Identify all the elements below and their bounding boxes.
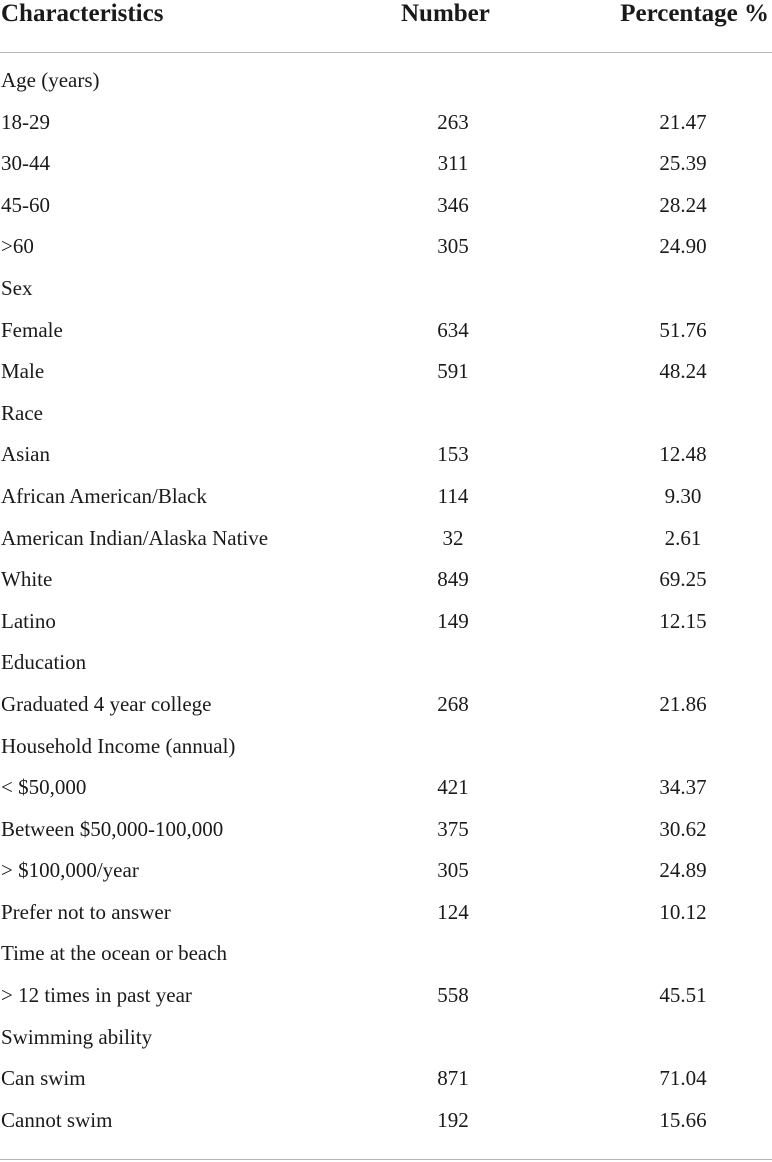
table-row [0,816,772,858]
row-percentage: 10.12 [659,899,707,924]
row-percentage: 21.47 [659,109,707,134]
row-percentage: 71.04 [659,1066,707,1091]
row-label: Swimming ability [1,1024,153,1049]
row-label: > 12 times in past year [1,983,192,1008]
table-row [0,1024,772,1066]
row-percentage: 28.24 [659,192,707,217]
table-row [0,67,772,109]
table-row [0,150,772,192]
row-label: Education [1,650,87,675]
row-percentage: 15.66 [659,1107,707,1132]
table-row [0,1065,772,1107]
row-percentage: 69.25 [659,567,707,592]
row-percentage: 12.48 [659,442,707,467]
table-row [0,857,772,899]
row-label: Race [1,400,43,425]
row-label: >60 [1,234,34,259]
row-label: Male [1,359,45,384]
row-label: Age (years) [1,68,100,92]
table-row [0,940,772,982]
row-number: 124 [437,899,469,924]
row-percentage: 2.61 [664,525,702,550]
row-label: 18-29 [1,109,50,134]
row-percentage: 48.24 [659,359,707,384]
row-number: 32 [442,525,464,550]
row-percentage: 34.37 [659,775,707,800]
row-label: African American/Black [1,483,207,508]
row-number: 871 [437,1066,469,1091]
table-row [0,733,772,775]
row-number: 305 [437,234,469,259]
row-percentage: 12.15 [659,608,707,633]
table-bottom-rule [0,1159,772,1160]
row-number: 311 [437,151,469,176]
header-characteristics: Characteristics [1,0,164,27]
row-label: < $50,000 [1,775,87,800]
row-number: 375 [437,816,469,841]
row-label: 30-44 [1,151,50,176]
table-row [0,1107,772,1149]
row-number: 263 [437,109,469,134]
table-row [0,441,772,483]
table-row [0,649,772,691]
table-body [0,67,772,1148]
row-label: Prefer not to answer [1,899,171,924]
row-label: Time at the ocean or beach [1,941,228,966]
row-label: Asian [1,442,50,467]
header-number: Number [401,0,490,27]
row-number: 192 [437,1107,469,1132]
table-row [0,899,772,941]
row-number: 114 [437,483,469,508]
table-row [0,608,772,650]
table-row [0,400,772,442]
row-percentage: 21.86 [659,691,707,716]
header-percentage: Percentage % [620,0,769,27]
row-percentage: 24.89 [659,858,707,883]
row-label: Cannot swim [1,1107,113,1132]
table-row [0,774,772,816]
row-number: 346 [437,192,469,217]
table-row [0,109,772,151]
row-label: 45-60 [1,192,50,217]
row-label: Female [1,317,63,342]
row-label: Latino [1,608,56,633]
row-percentage: 30.62 [659,816,707,841]
table-row [0,192,772,234]
row-label: > $100,000/year [1,858,139,883]
row-number: 305 [437,858,469,883]
table-row [0,233,772,275]
row-number: 591 [437,359,469,384]
table-header-row [0,0,772,53]
row-number: 149 [437,608,469,633]
row-label: Between $50,000-100,000 [1,816,224,841]
table-row [0,691,772,733]
row-number: 153 [437,442,469,467]
table-row [0,525,772,567]
row-number: 558 [437,983,469,1008]
row-number: 634 [437,317,469,342]
row-label: American Indian/Alaska Native [1,525,269,550]
row-number: 268 [437,691,469,716]
row-label: Sex [1,275,33,300]
row-number: 421 [437,775,469,800]
row-label: Can swim [1,1066,86,1091]
row-label: Household Income (annual) [1,733,236,758]
row-number: 849 [437,567,469,592]
table-row [0,317,772,359]
table-row [0,483,772,525]
table-row [0,358,772,400]
row-label: Graduated 4 year college [1,691,212,716]
table-row [0,982,772,1024]
row-percentage: 9.30 [664,483,702,508]
table-row [0,275,772,317]
row-percentage: 25.39 [659,151,707,176]
row-percentage: 24.90 [659,234,707,259]
row-percentage: 45.51 [659,983,707,1008]
table-row [0,566,772,608]
row-percentage: 51.76 [659,317,707,342]
row-label: White [1,567,53,592]
